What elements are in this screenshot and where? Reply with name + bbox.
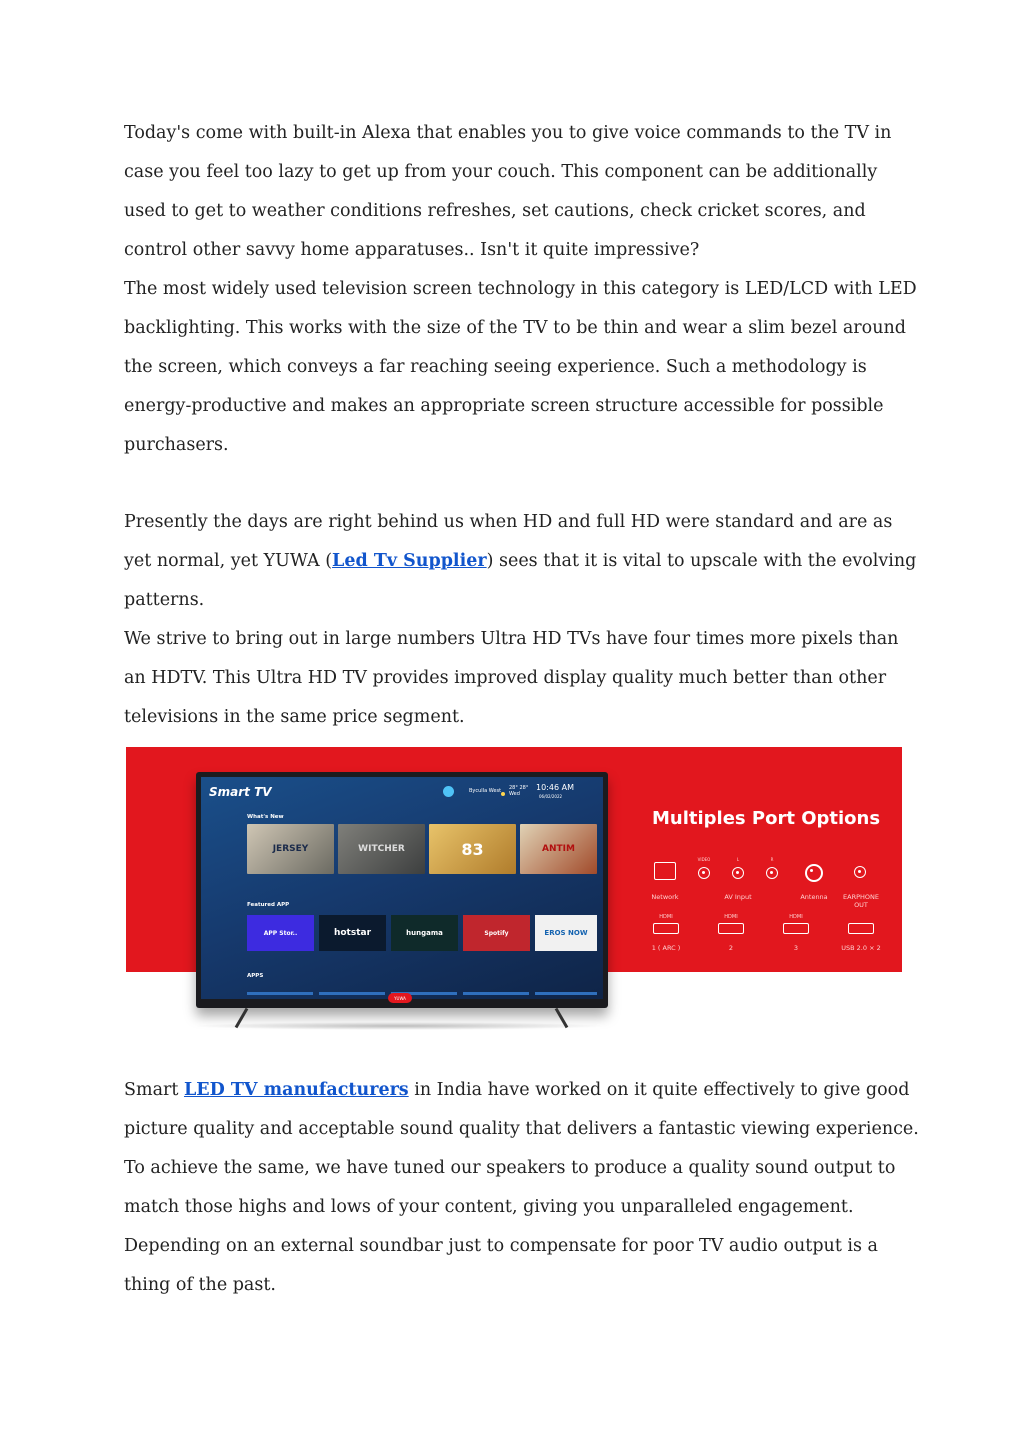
app-store-tile: APP Stor.. <box>247 915 314 951</box>
paragraph-manufacturers-text-2: in India have worked on it quite effectively to give good picture quality and acceptable sound quality that delivers a fantastic viewing experience. To achieve the same, we have tuned our speakers to produce a quality sound output to match those highs and lows of your content, giving you unparalleled engagement. Depending on an external soundbar just to compensate for poor TV audio output is a thing of the past. <box>124 1080 919 1295</box>
ethernet-port-icon <box>654 862 676 880</box>
paragraph-ultra-hd: We strive to bring out in large numbers Ultra HD TVs have four times more pixels than an HDTV. This Ultra HD TV provides improved display quality much better than other televisions in the same price segment. <box>124 629 899 727</box>
eros-now-tile: EROS NOW <box>535 915 597 951</box>
paragraph-led-lcd: The most widely used television screen technology in this category is LED/LCD with LED backlighting. This works with the size of the TV to be thin and wear a slim bezel around the screen, which conveys a far reaching seeing experience. Such a methodology is energy-productive and makes an appropriate screen structure accessible for possible purchasers. <box>124 279 917 455</box>
paragraph-hd-text-1: Presently the days are right behind us when HD and full HD were standard and are as yet normal, yet YUWA ( <box>124 512 893 571</box>
av-label-l: L <box>736 857 740 862</box>
tv-day: Wed <box>509 791 520 797</box>
spotify-tile: Spotify <box>463 915 530 951</box>
hotstar-tile: hotstar <box>319 915 386 951</box>
paragraph-alexa: Today's come with built-in Alexa that enables you to give voice commands to the TV in case you feel too lazy to get up from your couch. This component can be additionally used to get to weather conditions refreshes, set cautions, check cricket scores, and control other savvy home apparatuses.. Isn't it quite impressive? <box>124 123 892 260</box>
yuwa-logo: YUWA <box>388 993 412 1003</box>
paragraph-hd-text-2: ) sees that it is vital to upscale with the evolving patterns. <box>124 551 917 610</box>
tv-location: Byculla West <box>469 788 502 794</box>
port-label-network: Network <box>651 893 679 901</box>
apps-row-bar <box>319 992 385 995</box>
tile-witcher: WITCHER <box>338 824 425 874</box>
sun-icon <box>501 792 505 796</box>
tv-temp-value: 28° 28° <box>509 785 529 791</box>
av-right-jack-icon <box>766 867 778 879</box>
apps-label: APPS <box>247 973 264 979</box>
port-label-hdmi-3: 3 <box>793 944 799 952</box>
tv-time: 10:46 AM <box>536 783 574 792</box>
apps-row-bar <box>463 992 529 995</box>
usb-port-icon <box>848 923 874 934</box>
apps-row-bar <box>247 992 313 995</box>
led-tv-supplier-link[interactable]: Led Tv Supplier <box>332 551 487 571</box>
port-label-antenna: Antenna <box>800 893 828 901</box>
port-label-earphone: EARPHONE OUT <box>843 893 879 909</box>
earphone-jack-icon <box>854 866 866 878</box>
av-label-r: R <box>770 857 774 862</box>
hdmi-port-icon <box>783 923 809 934</box>
tv-title: Smart TV <box>209 785 272 799</box>
hungama-tile: hungama <box>391 915 458 951</box>
av-left-jack-icon <box>732 867 744 879</box>
tile-83: 83 <box>429 824 516 874</box>
hdmi-label-3: HDMI <box>789 914 803 920</box>
apps-row-bar <box>535 992 597 995</box>
tile-antim: ANTIM <box>520 824 597 874</box>
paragraph-manufacturers <box>124 1071 924 1305</box>
tv-screen <box>201 777 603 999</box>
featured-app-label: Featured APP <box>247 902 290 908</box>
tv-shadow <box>192 1022 604 1030</box>
antenna-jack-icon <box>805 864 823 882</box>
paragraph-manufacturers-text-1: Smart <box>124 1080 184 1100</box>
hdmi-label-1: HDMI <box>659 914 673 920</box>
port-options-title: Multiples Port Options <box>652 808 881 829</box>
tv-temp <box>509 785 528 797</box>
port-label-hdmi-1: 1 ( ARC ) <box>651 944 681 952</box>
port-label-av-input: AV Input <box>724 893 752 901</box>
tv-date: 06/02/2022 <box>539 794 563 799</box>
port-label-usb: USB 2.0 × 2 <box>841 944 881 952</box>
av-video-jack-icon <box>698 867 710 879</box>
hdmi-port-icon <box>718 923 744 934</box>
whats-new-label: What's New <box>247 814 284 820</box>
av-label-video: VIDEO <box>697 857 711 862</box>
hdmi-port-icon <box>653 923 679 934</box>
tile-jersey: JERSEY <box>247 824 334 874</box>
port-label-hdmi-2: 2 <box>728 944 734 952</box>
hdmi-label-2: HDMI <box>724 914 738 920</box>
led-tv-manufacturers-link[interactable]: LED TV manufacturers <box>183 1080 409 1100</box>
assistant-icon <box>443 786 454 797</box>
paragraph-hd <box>124 503 924 620</box>
tv-illustration <box>196 772 608 1008</box>
